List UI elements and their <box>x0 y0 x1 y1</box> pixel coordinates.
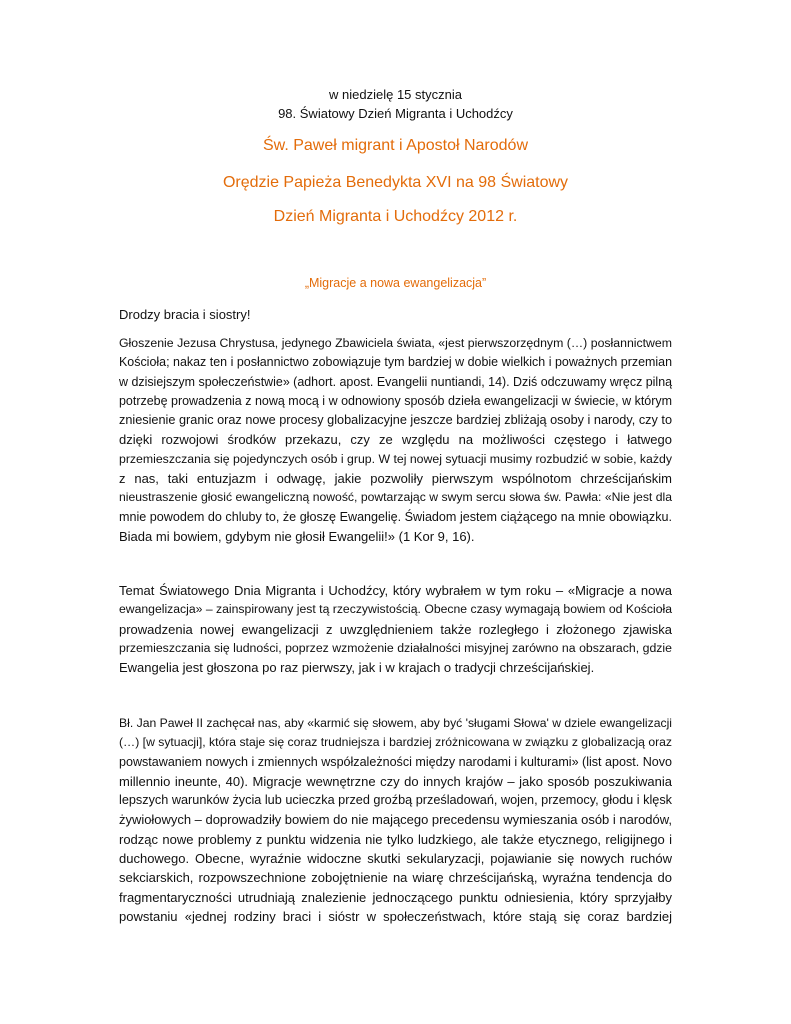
text-line: Bł. Jan Paweł II zachęcał nas, aby «karmić się słowem, aby być 'sługami Słowa' w dziele ewangelizacji <box>119 716 672 730</box>
text-line: millennio ineunte, 40). Migracje wewnętrzne czy do innych krajów – jako sposób poszukiwania <box>119 773 672 789</box>
text-line: (…) [w sytuacji], która staje się coraz trudniejsza i bardziej zróżnicowana w związku z globalizacją oraz <box>119 735 672 750</box>
date-line: w niedzielę 15 stycznia <box>329 87 462 102</box>
text-line: duchowego. Obecne, wyraźnie widoczne skutki sekularyzacji, pojawianie się nowych ruchów <box>119 851 672 867</box>
paragraph-2 <box>119 581 672 677</box>
text-line: rodząc nowe problemy z punktu widzenia nie tylko ludzkiego, ale także etycznego, religijnego i <box>119 831 672 847</box>
paragraph-3 <box>119 714 672 926</box>
text-line: prowadzenia nowej ewangelizacji z uwzględnieniem także rozległego i złożonego zjawiska <box>119 621 672 637</box>
event-line: 98. Światowy Dzień Migranta i Uchodźcy <box>278 106 513 121</box>
message-title-continued: Dzień Migranta i Uchodźcy 2012 r. <box>273 208 518 225</box>
text-line: Biada mi bowiem, gdybym nie głosił Ewangelii!» (1 Kor 9, 16). <box>119 528 475 544</box>
text-line: przemieszczania się pojedynczych osób i grup. W tej nowej sytuacji musimy rozbudzić w sobie, każdy <box>119 451 672 466</box>
text-line: sekciarskich, rozpowszechnione zobojętnienie na wiarę chrześcijańską, wyraźna tendencja do <box>119 870 672 886</box>
text-line: Ewangelia jest głoszona po raz pierwszy, jak i w krajach o tradycji chrześcijańskiej. <box>119 660 595 676</box>
theme-subtitle: „Migracje a nowa ewangelizacja” <box>304 276 487 290</box>
text-line: powstaniu «jednej rodziny braci i sióstr w społeczeństwach, które stają się coraz bardziej <box>119 908 672 924</box>
paragraph-1 <box>119 334 672 546</box>
text-line: lepszych warunków życia lub ucieczka przed groźbą prześladowań, wojen, przemocy, głodu i klęsk <box>119 793 672 808</box>
document-title: Św. Paweł migrant i Apostoł Narodów <box>262 137 528 154</box>
text-line: Kościoła; nakaz ten i posłannictwo zobowiązuje tym bardziej w dobie wielkich i poważnych przemian <box>119 355 672 370</box>
text-line: potrzebę prowadzenia z nową mocą i w odnowiony sposób dzieła ewangelizacji w świecie, w którym <box>119 393 672 408</box>
salutation: Drodzy bracia i siostry! <box>119 307 251 322</box>
text-line: dzięki rozwojowi środków przekazu, czy ze względu na możliwości częstego i łatwego <box>119 432 672 448</box>
text-line: żywiołowych – doprowadziły bowiem do nie mającego precedensu wymieszania osób i narodów, <box>119 812 672 828</box>
text-line: zniesienie granic oraz nowe procesy globalizacyjne jeszcze bardziej zbliżają osoby i narody, czy to <box>119 413 672 428</box>
text-line: ewangelizacja» – zainspirowany jest tą rzeczywistością. Obecne czasy wymagają bowiem od Kościoła <box>119 602 672 617</box>
text-line: nieustraszenie głosić ewangeliczną nowość, powtarzając w swym sercu słowa św. Pawła: «Nie jest dla <box>119 490 672 505</box>
text-line: powstawaniem nowych i zmiennych współzależności między narodami i kulturami» (list apost. Novo <box>119 754 672 769</box>
text-line: mnie powodem do chluby to, że głoszę Ewangelię. Świadom jestem ciążącego na mnie obowiązku. <box>119 509 672 524</box>
text-line: w dzisiejszym społeczeństwie» (adhort. apost. Evangelii nuntiandi, 14). Dziś odczuwamy wręcz pilną <box>119 374 673 389</box>
text-line: Głoszenie Jezusa Chrystusa, jedynego Zbawiciela świata, «jest pierwszorzędnym (…) posłannictwem <box>119 336 672 350</box>
text-line: fragmentaryczności utrudniają znalezienie jednoczącego punktu odniesienia, który sprzyjałby <box>119 889 672 905</box>
text-line: przemieszczania się ludności, poprzez wzmożenie działalności misyjnej zarówno na obszarach, gdzie <box>119 640 672 655</box>
text-line: Temat Światowego Dnia Migranta i Uchodźcy, który wybrałem w tym roku – «Migracje a nowa <box>119 583 672 598</box>
text-line: z nas, taki entuzjazm i odwagę, jakie pozwoliły pierwszym wspólnotom chrześcijańskim <box>119 471 672 487</box>
message-title: Orędzie Papieża Benedykta XVI na 98 Światowy <box>222 174 569 191</box>
